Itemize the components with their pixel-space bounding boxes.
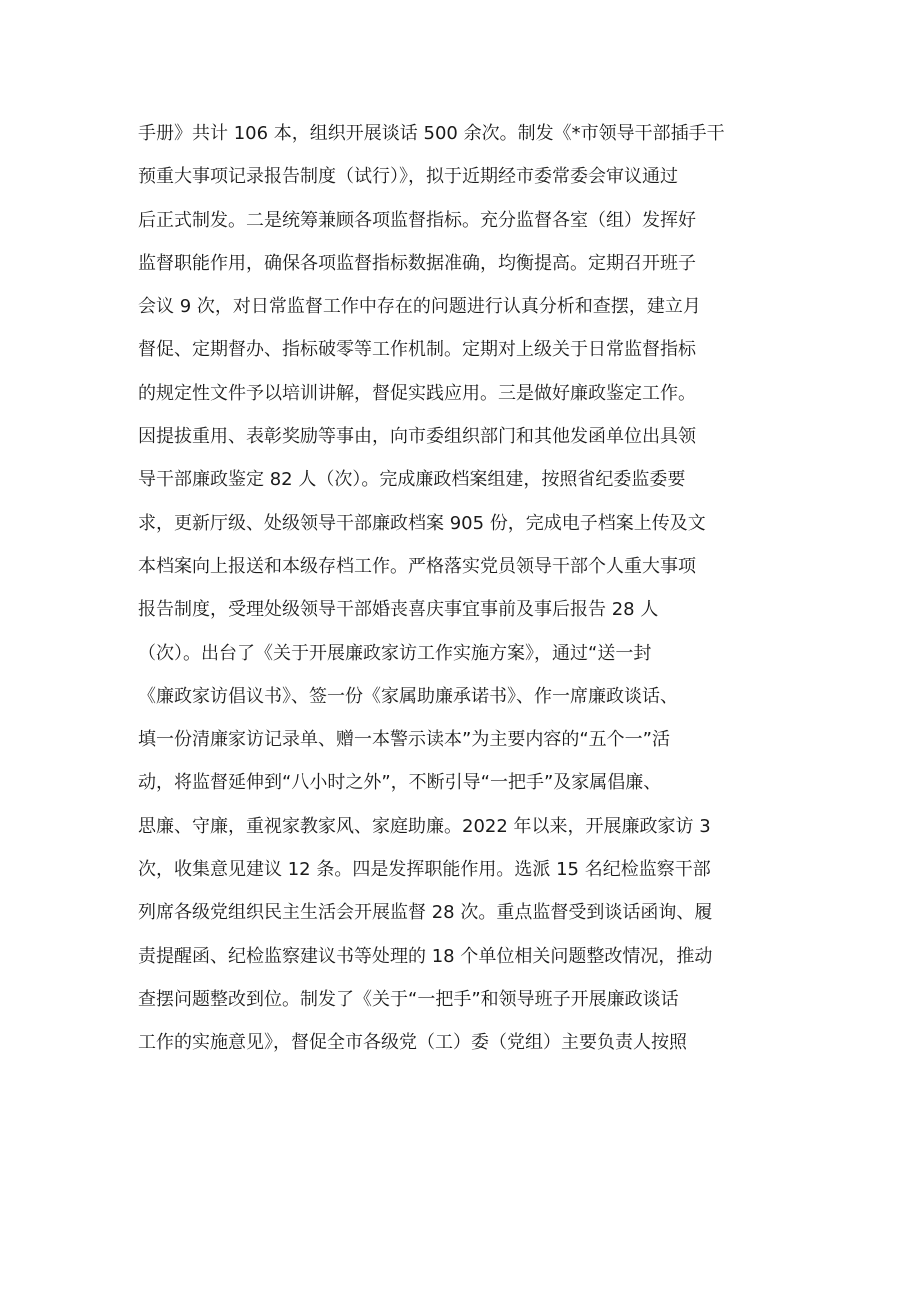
text-line: 次，收集意见建议 12 条。四是发挥职能作用。选派 15 名纪检监察干部 bbox=[138, 859, 711, 881]
text-line: 报告制度，受理处级领导干部婚丧喜庆事宜事前及事后报告 28 人 bbox=[138, 599, 659, 621]
text-line: 查摆问题整改到位。制发了《关于“一把手”和领导班子开展廉政谈话 bbox=[138, 988, 679, 1010]
text-line: 工作的实施意见》，督促全市各级党（工）委（党组）主要负责人按照 bbox=[138, 1032, 687, 1054]
text-line: 预重大事项记录报告制度（试行）》，拟于近期经市委常委会审议通过 bbox=[138, 166, 678, 188]
text-line: 思廉、守廉，重视家教家风、家庭助廉。2022 年以来，开展廉政家访 3 bbox=[138, 815, 711, 837]
text-line: 监督职能作用，确保各项监督指标数据准确，均衡提高。定期召开班子 bbox=[138, 252, 696, 274]
text-line: （次）。出台了《关于开展廉政家访工作实施方案》，通过“送一封 bbox=[138, 642, 652, 664]
text-line: 动，将监督延伸到“八小时之外”，不断引导“一把手”及家属倡廉、 bbox=[138, 772, 662, 794]
text-line: 列席各级党组织民主生活会开展监督 28 次。重点监督受到谈话函询、履 bbox=[138, 902, 713, 924]
text-line: 因提拔重用、表彰奖励等事由，向市委组织部门和其他发函单位出具领 bbox=[138, 426, 696, 448]
text-line: 责提醒函、纪检监察建议书等处理的 18 个单位相关问题整改情况，推动 bbox=[138, 945, 713, 967]
text-line: 本档案向上报送和本级存档工作。严格落实党员领导干部个人重大事项 bbox=[138, 555, 696, 577]
text-line: 手册》共计 106 本，组织开展谈话 500 余次。制发《*市领导干部插手干 bbox=[138, 123, 725, 144]
text-line: 导干部廉政鉴定 82 人（次）。完成廉政档案组建，按照省纪委监委要 bbox=[138, 469, 686, 491]
text-line: 求，更新厅级、处级领导干部廉政档案 905 份，完成电子档案上传及文 bbox=[138, 512, 706, 534]
text-line: 《廉政家访倡议书》、签一份《家属助廉承诺书》、作一席廉政谈话、 bbox=[138, 685, 678, 707]
text-line: 的规定性文件予以培训讲解，督促实践应用。三是做好廉政鉴定工作。 bbox=[138, 382, 696, 404]
text-line: 督促、定期督办、指标破零等工作机制。定期对上级关于日常监督指标 bbox=[138, 339, 696, 361]
body-paragraph bbox=[138, 112, 788, 1065]
text-line: 后正式制发。二是统筹兼顾各项监督指标。充分监督各室（组）发挥好 bbox=[138, 209, 696, 231]
text-line: 会议 9 次，对日常监督工作中存在的问题进行认真分析和查摆，建立月 bbox=[138, 296, 701, 318]
text-line: 填一份清廉家访记录单、赠一本警示读本”为主要内容的“五个一”活 bbox=[138, 729, 670, 751]
